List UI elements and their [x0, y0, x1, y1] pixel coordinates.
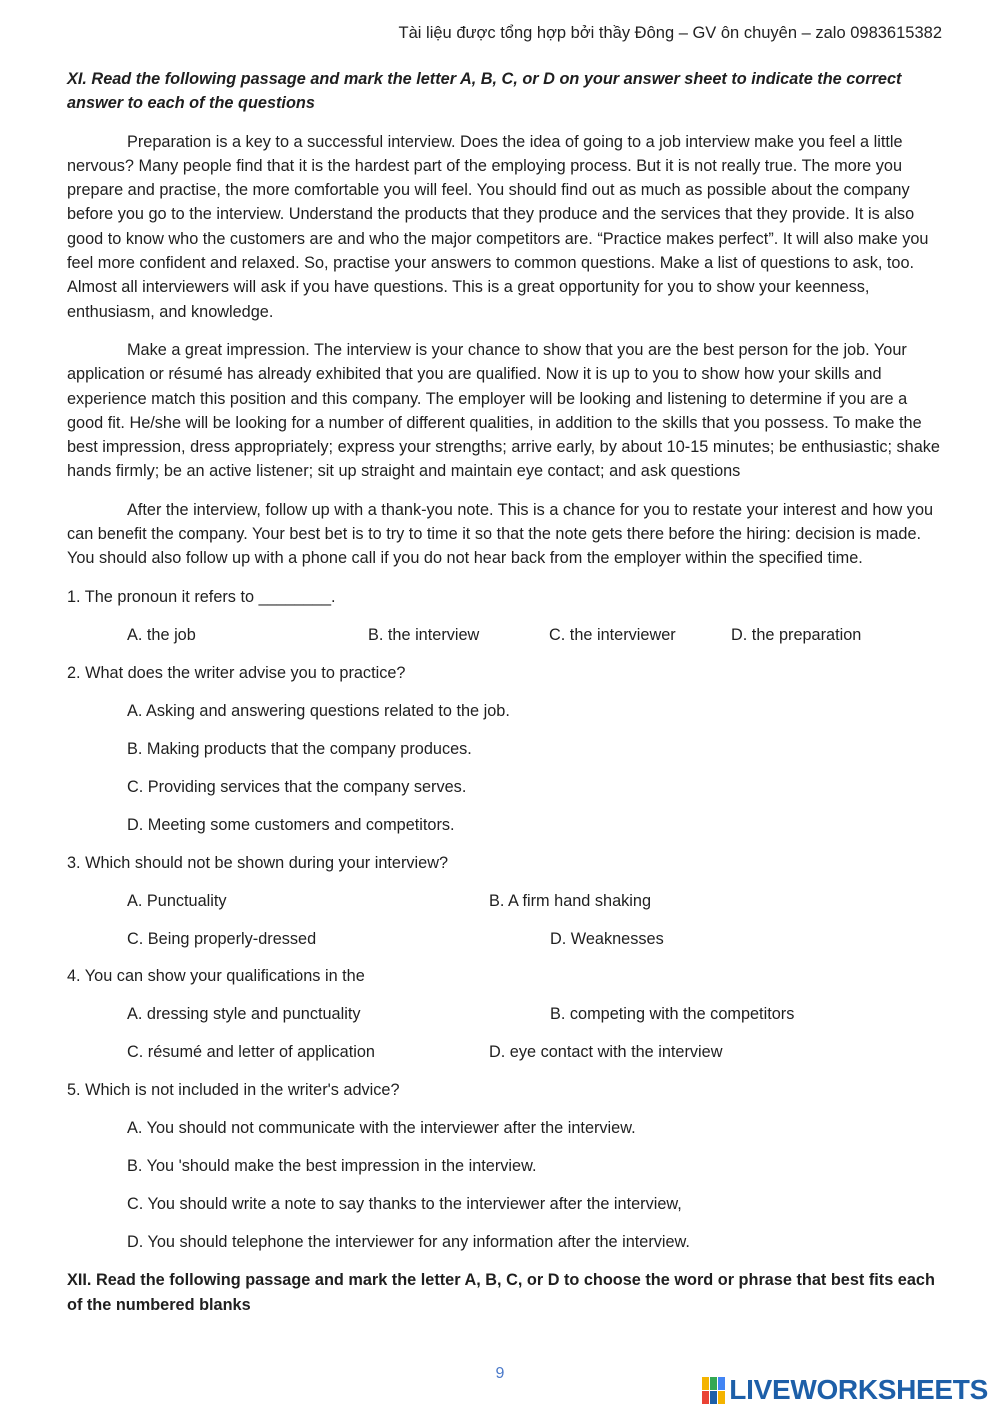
question-3-option-a[interactable]: A. Punctuality [127, 891, 227, 910]
question-2-option-b[interactable]: B. Making products that the company produces. [127, 739, 472, 758]
question-5-option-d[interactable]: D. You should telephone the interviewer for any information after the interview. [127, 1233, 690, 1252]
question-4: 4. You can show your qualifications in the [67, 967, 365, 986]
liveworksheets-logo[interactable] [702, 1374, 988, 1406]
question-4-option-a[interactable]: A. dressing style and punctuality [127, 1005, 361, 1024]
question-2: 2. What does the writer advise you to practice? [67, 663, 406, 682]
question-4-option-c[interactable]: C. résumé and letter of application [127, 1043, 375, 1062]
question-3-option-d[interactable]: D. Weaknesses [550, 929, 664, 948]
question-3-options-row-1 [67, 889, 943, 913]
question-3-option-b[interactable]: B. A firm hand shaking [489, 891, 652, 910]
question-1-option-b[interactable]: B. the interview [368, 625, 480, 644]
question-2-option-c[interactable]: C. Providing services that the company serves. [127, 777, 467, 796]
section-xii-title: XII. Read the following passage and mark the letter A, B, C, or D to choose the word or phrase that best fits each of the numbered blanks [67, 1271, 935, 1314]
question-2-option-d[interactable]: D. Meeting some customers and competitors. [127, 815, 455, 834]
question-4-option-d[interactable]: D. eye contact with the interview [489, 1043, 723, 1062]
document-body [67, 67, 943, 1331]
passage-paragraph-1: Preparation is a key to a successful interview. Does the idea of going to a job interview make you feel a little nervous? Many people find that it is the hardest part of the employing process. But it is not really true. The more you prepare and practise, the more comfortable you will feel. You should find out as much as possible about the company before you go to the interview. Understand the products that they produce and the services that they provide. It is also good to know who the customers are and who the major competitors are. “Practice makes perfect”. It will also make you feel more confident and relaxed. So, practise your answers to common questions. Make a list of questions to ask, too. Almost all interviewers will ask if you have questions. This is a great opportunity for you to show your keenness, enthusiasm, and knowledge. [67, 132, 929, 321]
passage-paragraph-2: Make a great impression. The interview is your chance to show that you are the best person for the job. Your application or résumé has already exhibited that you are qualified. Now it is up to you to show how your skills and experience match this position and this company. The employer will be looking and listening to determine if you are a good fit. He/she will be looking for a number of different qualities, in addition to the skills that you possess. To make the best impression, dress appropriately; express your strengths; arrive early, by about 10-15 minutes; be enthusiastic; shake hands firmly; be an active listener; sit up straight and maintain eye contact; and ask questions [67, 340, 940, 481]
question-5-option-b[interactable]: B. You 'should make the best impression in the interview. [127, 1157, 537, 1176]
question-1: 1. The pronoun it refers to ________. [67, 587, 336, 606]
question-4-option-b[interactable]: B. competing with the competitors [550, 1005, 795, 1024]
question-2-option-a[interactable]: A. Asking and answering questions related to the job. [127, 701, 510, 720]
question-5-option-a[interactable]: A. You should not communicate with the interviewer after the interview. [127, 1119, 636, 1138]
question-1-options [67, 623, 943, 647]
question-1-option-a[interactable]: A. the job [127, 625, 196, 644]
passage-paragraph-3: After the interview, follow up with a thank-you note. This is a chance for you to restate your interest and how you can benefit the company. Your best bet is to try to time it so that the note gets there before the hiring: decision is made. You should also follow up with a phone call if you do not hear back from the employer within the specified time. [67, 500, 934, 568]
liveworksheets-logo-text: LIVEWORKSHEETS [729, 1374, 988, 1405]
section-xi-title: XI. Read the following passage and mark the letter A, B, C, or D on your answer sheet to indicate the correct answer to each of the questions [67, 70, 902, 113]
question-4-options-row-2 [67, 1040, 943, 1064]
question-4-options-row-1 [67, 1002, 943, 1026]
page-header: Tài liệu được tổng hợp bởi thầy Đông – GV ôn chuyên – zalo 0983615382 [398, 24, 942, 42]
question-3-options-row-2 [67, 927, 943, 951]
question-5-option-c[interactable]: C. You should write a note to say thanks to the interviewer after the interview, [127, 1195, 682, 1214]
question-3: 3. Which should not be shown during your interview? [67, 853, 449, 872]
question-3-option-c[interactable]: C. Being properly-dressed [127, 929, 317, 948]
page-number: 9 [495, 1365, 505, 1382]
question-1-option-d[interactable]: D. the preparation [731, 625, 862, 644]
question-5: 5. Which is not included in the writer's advice? [67, 1081, 400, 1100]
question-1-option-c[interactable]: C. the interviewer [549, 625, 676, 644]
liveworksheets-logo-icon [702, 1377, 725, 1404]
